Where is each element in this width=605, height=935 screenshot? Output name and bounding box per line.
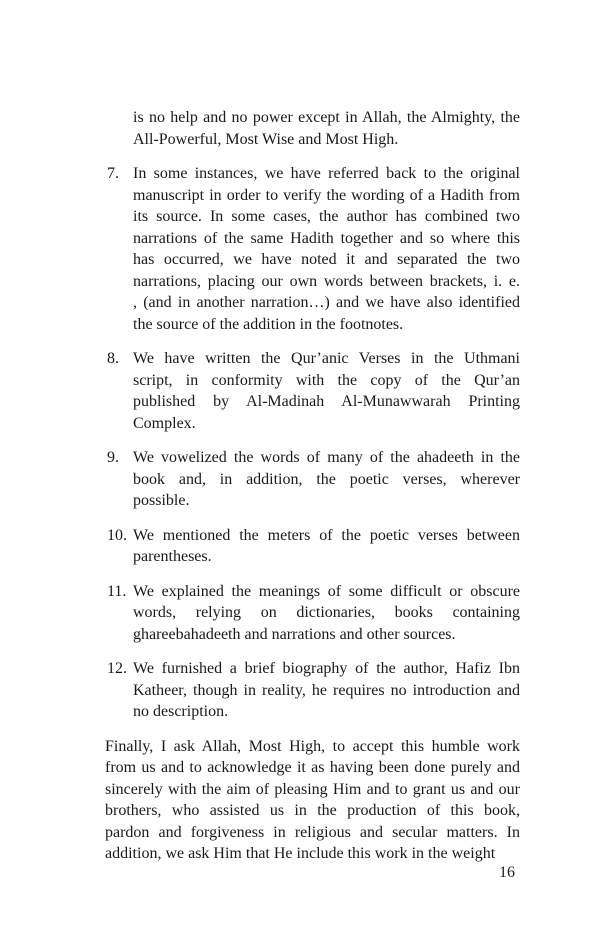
text-line: narrations, placing our own words between brackets, i. e. [133, 272, 520, 290]
text-lines [133, 348, 520, 434]
paragraph [105, 736, 520, 865]
text-line: We mentioned the meters of the poetic verses between [133, 526, 520, 544]
text-line: sincerely with the aim of pleasing Him and to grant us and our [105, 780, 520, 798]
text-lines [133, 163, 520, 335]
text-line: manuscript in order to verify the wording of a Hadith from [133, 186, 520, 204]
text-line: no description. [133, 703, 229, 720]
text-line: We furnished a brief biography of the author, Hafiz Ibn [133, 660, 520, 677]
page-number: 16 [499, 864, 515, 881]
text-line: All-Powerful, Most Wise and Most High. [133, 130, 399, 148]
list-item [105, 525, 520, 568]
text-line: has occurred, we have noted it and separated the two [133, 251, 520, 268]
text-line: pardon and forgiveness in religious and secular matters. In [105, 823, 520, 841]
text-line: words, relying on dictionaries, books containing [133, 604, 520, 621]
text-line: published by Al-Madinah Al-Munawwarah Printing [133, 393, 520, 410]
text-line: Complex. [133, 414, 196, 432]
text-lines [133, 525, 520, 568]
text-line: brothers, who assisted us in the production of this book, [105, 802, 520, 819]
list-item-number: 12. [107, 660, 127, 677]
text-line: We have written the Qur’anic Verses in the Uthmani [133, 350, 520, 367]
list-item [105, 447, 520, 512]
list-item-number: 8. [107, 350, 119, 367]
list-item [105, 163, 520, 335]
text-line: We vowelized the words of many of the ahadeeth in the [133, 449, 520, 466]
text-line: Katheer, though in reality, he requires no introduction and [133, 681, 520, 699]
list-item [105, 581, 520, 646]
text-line: , (and in another narration…) and we have also identified [133, 294, 520, 311]
text-lines [133, 107, 520, 150]
text-line: narrations of the same Hadith together and so where this [133, 229, 520, 247]
list-item-number: 10. [107, 526, 127, 544]
continued-paragraph [105, 107, 520, 150]
text-line: parentheses. [133, 548, 212, 565]
text-lines [105, 736, 520, 865]
list-item-number: 9. [107, 449, 119, 466]
text-line: is no help and no power except in Allah, the Almighty, the [133, 109, 520, 126]
text-lines [133, 581, 520, 646]
text-lines [133, 658, 520, 723]
text-line: Finally, I ask Allah, Most High, to accept this humble work [105, 737, 520, 755]
text-line: from us and to acknowledge it as having been done purely and [105, 759, 520, 776]
text-line: script, in conformity with the copy of the Qur’an [133, 371, 520, 389]
text-line: In some instances, we have referred back to the original [133, 165, 520, 182]
text-line: ghareebahadeeth and narrations and other sources. [133, 625, 456, 643]
text-line: addition, we ask Him that He include this work in the weight [105, 845, 496, 862]
page-content [105, 107, 520, 865]
text-line: possible. [133, 492, 190, 509]
list-item-number: 11. [107, 582, 127, 600]
list-item-number: 7. [107, 165, 119, 182]
text-line: its source. In some cases, the author has combined two [133, 208, 520, 225]
list-item [105, 658, 520, 723]
text-line: the source of the addition in the footnotes. [133, 315, 404, 333]
text-line: book and, in addition, the poetic verses, wherever [133, 470, 520, 488]
text-line: We explained the meanings of some difficult or obscure [133, 582, 520, 600]
list-item [105, 348, 520, 434]
text-lines [133, 447, 520, 512]
